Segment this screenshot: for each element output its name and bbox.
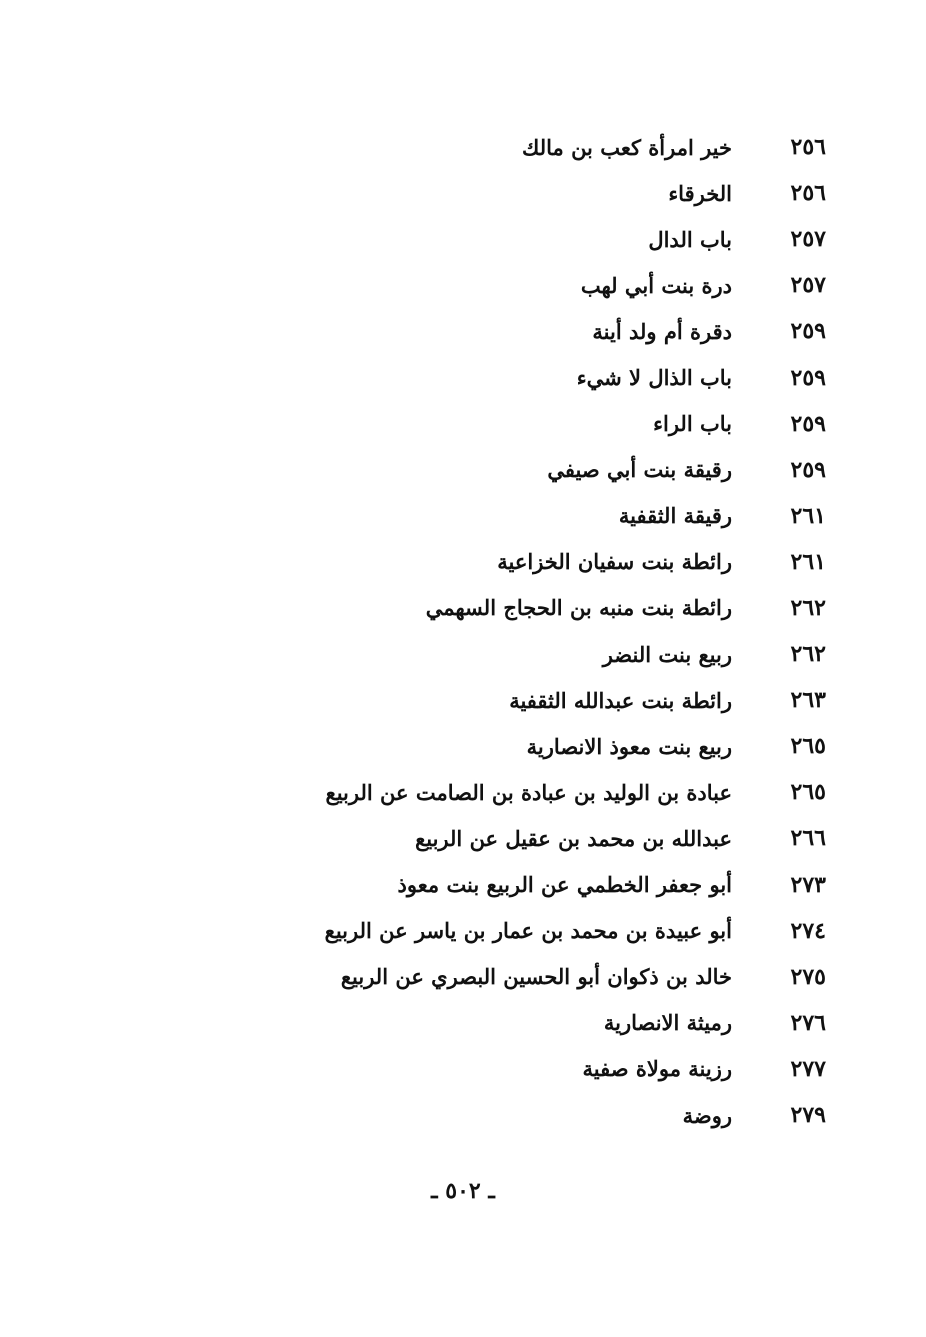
entry-title: عبادة بن الوليد بن عبادة بن الصامت عن الربيع: [325, 779, 732, 805]
entry-title: باب الذال لا شيء: [576, 365, 732, 391]
entry-page-number: ٢٦٦: [790, 825, 826, 852]
entry-title: دقرة أم ولد أينة: [592, 318, 732, 344]
entry-page-number: ٢٦٥: [790, 779, 826, 806]
entry-page-number: ٢٧٥: [790, 963, 826, 990]
index-entry: [166, 723, 826, 769]
index-list: [166, 124, 826, 1138]
index-entry: [166, 308, 826, 354]
entry-title: رقيقة بنت أبي صيفي: [547, 457, 732, 483]
entry-page-number: ٢٦٢: [790, 641, 826, 668]
index-entry: [166, 493, 826, 539]
entry-page-number: ٢٦٣: [790, 687, 826, 714]
index-entry: [166, 447, 826, 493]
entry-title: رائطة بنت منبه بن الحجاج السهمي: [425, 595, 732, 621]
entry-title: أبو جعفر الخطمي عن الربيع بنت معوذ: [397, 872, 732, 898]
entry-title: رزينة مولاة صفية: [582, 1056, 732, 1082]
index-entry: [166, 908, 826, 954]
index-entry: [166, 124, 826, 170]
entry-page-number: ٢٦٢: [790, 594, 826, 621]
index-entry: [166, 1092, 826, 1138]
entry-page-number: ٢٥٧: [790, 272, 826, 299]
index-entry: [166, 216, 826, 262]
entry-title: ربيع بنت معوذ الانصارية: [526, 733, 732, 759]
entry-page-number: ٢٧٦: [790, 1009, 826, 1036]
index-entry: [166, 354, 826, 400]
entry-title: رقيقة الثقفية: [618, 503, 732, 529]
entry-page-number: ٢٧٣: [790, 871, 826, 898]
entry-title: درة بنت أبي لهب: [580, 272, 732, 298]
page-footer-number: ـ ٥٠٢ ـ: [431, 1178, 495, 1204]
entry-title: ربيع بنت النضر: [602, 641, 732, 667]
index-entry: [166, 862, 826, 908]
entry-title: باب الراء: [653, 411, 732, 437]
entry-page-number: ٢٧٩: [790, 1102, 826, 1129]
entry-title: رميثة الانصارية: [603, 1010, 732, 1036]
index-entry: [166, 631, 826, 677]
index-entry: [166, 769, 826, 815]
index-entry: [166, 815, 826, 861]
entry-title: أبو عبيدة بن محمد بن عمار بن ياسر عن الربيع: [324, 918, 732, 944]
entry-page-number: ٢٧٧: [790, 1055, 826, 1082]
entry-title: روضة: [682, 1102, 732, 1128]
index-entry: [166, 954, 826, 1000]
index-entry: [166, 677, 826, 723]
entry-page-number: ٢٧٤: [790, 917, 826, 944]
entry-title: باب الدال: [648, 226, 732, 252]
entry-page-number: ٢٦١: [790, 548, 826, 575]
entry-page-number: ٢٥٩: [790, 318, 826, 345]
entry-page-number: ٢٥٩: [790, 456, 826, 483]
entry-title: الخرقاء: [668, 180, 732, 206]
entry-page-number: ٢٥٦: [790, 180, 826, 207]
index-entry: [166, 1046, 826, 1092]
index-entry: [166, 401, 826, 447]
index-entry: [166, 585, 826, 631]
index-entry: [166, 1000, 826, 1046]
index-entry: [166, 262, 826, 308]
index-entry: [166, 170, 826, 216]
entry-title: عبدالله بن محمد بن عقيل عن الربيع: [415, 825, 732, 851]
entry-page-number: ٢٥٧: [790, 226, 826, 253]
entry-page-number: ٢٥٦: [790, 134, 826, 161]
entry-page-number: ٢٥٩: [790, 364, 826, 391]
entry-page-number: ٢٥٩: [790, 410, 826, 437]
entry-page-number: ٢٦٥: [790, 733, 826, 760]
entry-page-number: ٢٦١: [790, 502, 826, 529]
index-entry: [166, 539, 826, 585]
entry-title: خير امرأة كعب بن مالك: [522, 134, 732, 160]
entry-title: خالد بن ذكوان أبو الحسين البصري عن الربيع: [340, 964, 732, 990]
entry-title: رائطة بنت عبدالله الثقفية: [509, 687, 732, 713]
entry-title: رائطة بنت سفيان الخزاعية: [497, 549, 732, 575]
